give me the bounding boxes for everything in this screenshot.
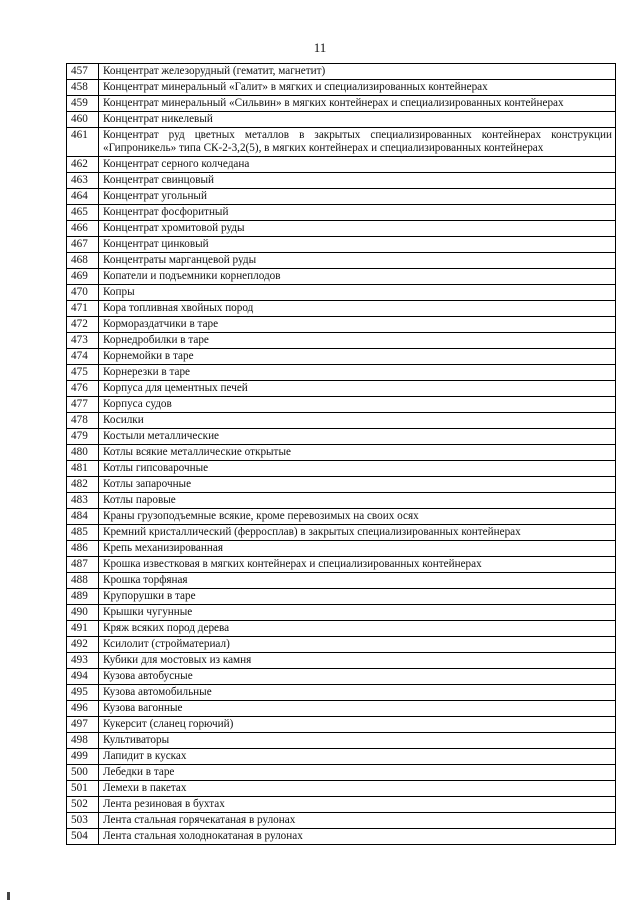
row-number: 469 — [67, 269, 99, 285]
row-number: 480 — [67, 445, 99, 461]
row-number: 477 — [67, 397, 99, 413]
table-row — [67, 413, 616, 429]
table-row — [67, 813, 616, 829]
cargo-name: Ксилолит (стройматериал) — [99, 637, 616, 653]
cargo-name: Кукерсит (сланец горючий) — [99, 717, 616, 733]
table-row — [67, 621, 616, 637]
cargo-name: Лента резиновая в бухтах — [99, 797, 616, 813]
cargo-list-table — [66, 63, 616, 845]
table-row — [67, 237, 616, 253]
table-row — [67, 269, 616, 285]
table-row — [67, 829, 616, 845]
row-number: 494 — [67, 669, 99, 685]
table-row — [67, 112, 616, 128]
row-number: 478 — [67, 413, 99, 429]
table-row — [67, 205, 616, 221]
cargo-name: Копатели и подъемники корнеплодов — [99, 269, 616, 285]
cargo-name: Кубики для мостовых из камня — [99, 653, 616, 669]
table-row — [67, 189, 616, 205]
cargo-name: Концентрат серного колчедана — [99, 157, 616, 173]
row-number: 484 — [67, 509, 99, 525]
cargo-name: Лемехи в пакетах — [99, 781, 616, 797]
row-number: 486 — [67, 541, 99, 557]
table-row — [67, 733, 616, 749]
table-row — [67, 381, 616, 397]
cargo-name: Кузова вагонные — [99, 701, 616, 717]
cargo-name: Крошка известковая в мягких контейнерах и специализированных контейнерах — [99, 557, 616, 573]
cargo-name: Кормораздатчики в таре — [99, 317, 616, 333]
row-number: 465 — [67, 205, 99, 221]
row-number: 468 — [67, 253, 99, 269]
cargo-name: Культиваторы — [99, 733, 616, 749]
cargo-list-body — [67, 64, 616, 845]
cargo-name: Котлы паровые — [99, 493, 616, 509]
table-row — [67, 541, 616, 557]
table-row — [67, 573, 616, 589]
table-row — [67, 221, 616, 237]
table-row — [67, 589, 616, 605]
row-number: 487 — [67, 557, 99, 573]
row-number: 501 — [67, 781, 99, 797]
row-number: 461 — [67, 128, 99, 157]
row-number: 482 — [67, 477, 99, 493]
cargo-name: Концентраты марганцевой руды — [99, 253, 616, 269]
table-row — [67, 493, 616, 509]
table-row — [67, 669, 616, 685]
row-number: 458 — [67, 80, 99, 96]
row-number: 476 — [67, 381, 99, 397]
page-number: 11 — [313, 40, 327, 55]
cargo-name: Крупорушки в таре — [99, 589, 616, 605]
cargo-name: Котлы всякие металлические открытые — [99, 445, 616, 461]
row-number: 489 — [67, 589, 99, 605]
cargo-name: Концентрат хромитовой руды — [99, 221, 616, 237]
table-row — [67, 429, 616, 445]
table-row — [67, 797, 616, 813]
table-row — [67, 96, 616, 112]
row-number: 479 — [67, 429, 99, 445]
row-number: 463 — [67, 173, 99, 189]
cargo-name: Корнедробилки в таре — [99, 333, 616, 349]
row-number: 459 — [67, 96, 99, 112]
row-number: 500 — [67, 765, 99, 781]
row-number: 498 — [67, 733, 99, 749]
row-number: 495 — [67, 685, 99, 701]
table-row — [67, 80, 616, 96]
cargo-name: Концентрат минеральный «Галит» в мягких и специализированных контейнерах — [99, 80, 616, 96]
row-number: 496 — [67, 701, 99, 717]
table-row — [67, 637, 616, 653]
cargo-name: Кузова автобусные — [99, 669, 616, 685]
row-number: 464 — [67, 189, 99, 205]
table-row — [67, 397, 616, 413]
cargo-name: Котлы запарочные — [99, 477, 616, 493]
row-number: 466 — [67, 221, 99, 237]
row-number: 472 — [67, 317, 99, 333]
row-number: 467 — [67, 237, 99, 253]
cargo-name: Корнерезки в таре — [99, 365, 616, 381]
cargo-name: Краны грузоподъемные всякие, кроме перевозимых на своих осях — [99, 509, 616, 525]
cargo-name: Корпуса судов — [99, 397, 616, 413]
row-number: 462 — [67, 157, 99, 173]
cargo-name: Концентрат железорудный (гематит, магнетит) — [99, 64, 616, 80]
cargo-name: Кузова автомобильные — [99, 685, 616, 701]
row-number: 493 — [67, 653, 99, 669]
table-row — [67, 717, 616, 733]
row-number: 503 — [67, 813, 99, 829]
cargo-name: Лебедки в таре — [99, 765, 616, 781]
row-number: 481 — [67, 461, 99, 477]
scan-mark — [7, 892, 10, 900]
row-number: 499 — [67, 749, 99, 765]
table-row — [67, 157, 616, 173]
table-row — [67, 349, 616, 365]
cargo-name: Крошка торфяная — [99, 573, 616, 589]
row-number: 471 — [67, 301, 99, 317]
row-number: 475 — [67, 365, 99, 381]
table-row — [67, 333, 616, 349]
row-number: 474 — [67, 349, 99, 365]
cargo-name: Кора топливная хвойных пород — [99, 301, 616, 317]
row-number: 473 — [67, 333, 99, 349]
cargo-name: Лента стальная холоднокатаная в рулонах — [99, 829, 616, 845]
cargo-name: Кряж всяких пород дерева — [99, 621, 616, 637]
cargo-name: Концентрат никелевый — [99, 112, 616, 128]
table-row — [67, 701, 616, 717]
table-row — [67, 525, 616, 541]
table-row — [67, 317, 616, 333]
row-number: 485 — [67, 525, 99, 541]
row-number: 460 — [67, 112, 99, 128]
table-row — [67, 605, 616, 621]
row-number: 497 — [67, 717, 99, 733]
cargo-name: Котлы гипсоварочные — [99, 461, 616, 477]
cargo-name: Корнемойки в таре — [99, 349, 616, 365]
row-number: 502 — [67, 797, 99, 813]
table-row — [67, 509, 616, 525]
table-row — [67, 765, 616, 781]
cargo-name: Крепь механизированная — [99, 541, 616, 557]
row-number: 491 — [67, 621, 99, 637]
table-row — [67, 445, 616, 461]
cargo-name: Концентрат свинцовый — [99, 173, 616, 189]
table-row — [67, 781, 616, 797]
row-number: 490 — [67, 605, 99, 621]
table-row — [67, 301, 616, 317]
cargo-name: Кремний кристаллический (ферросплав) в закрытых специализированных контейнерах — [99, 525, 616, 541]
cargo-name: Косилки — [99, 413, 616, 429]
cargo-name: Крышки чугунные — [99, 605, 616, 621]
cargo-name: Концентрат цинковый — [99, 237, 616, 253]
table-row — [67, 128, 616, 157]
table-row — [67, 685, 616, 701]
row-number: 457 — [67, 64, 99, 80]
table-row — [67, 653, 616, 669]
cargo-name: Концентрат минеральный «Сильвин» в мягких контейнерах и специализированных контейнерах — [99, 96, 616, 112]
table-row — [67, 461, 616, 477]
cargo-name: Концентрат фосфоритный — [99, 205, 616, 221]
row-number: 488 — [67, 573, 99, 589]
row-number: 504 — [67, 829, 99, 845]
table-row — [67, 64, 616, 80]
cargo-name: Концентрат руд цветных металлов в закрытых специализированных контейнерах конструкции «Гипроникель» типа СК-2-3,2(5), в мягких контейнерах и специализированных контейнерах — [99, 128, 616, 157]
cargo-name: Корпуса для цементных печей — [99, 381, 616, 397]
table-row — [67, 749, 616, 765]
table-row — [67, 253, 616, 269]
table-row — [67, 285, 616, 301]
table-row — [67, 173, 616, 189]
table-row — [67, 557, 616, 573]
cargo-name: Лента стальная горячекатаная в рулонах — [99, 813, 616, 829]
table-row — [67, 365, 616, 381]
row-number: 483 — [67, 493, 99, 509]
table-row — [67, 477, 616, 493]
cargo-name: Копры — [99, 285, 616, 301]
row-number: 492 — [67, 637, 99, 653]
cargo-name: Лапидит в кусках — [99, 749, 616, 765]
cargo-name: Костыли металлические — [99, 429, 616, 445]
cargo-name: Концентрат угольный — [99, 189, 616, 205]
row-number: 470 — [67, 285, 99, 301]
